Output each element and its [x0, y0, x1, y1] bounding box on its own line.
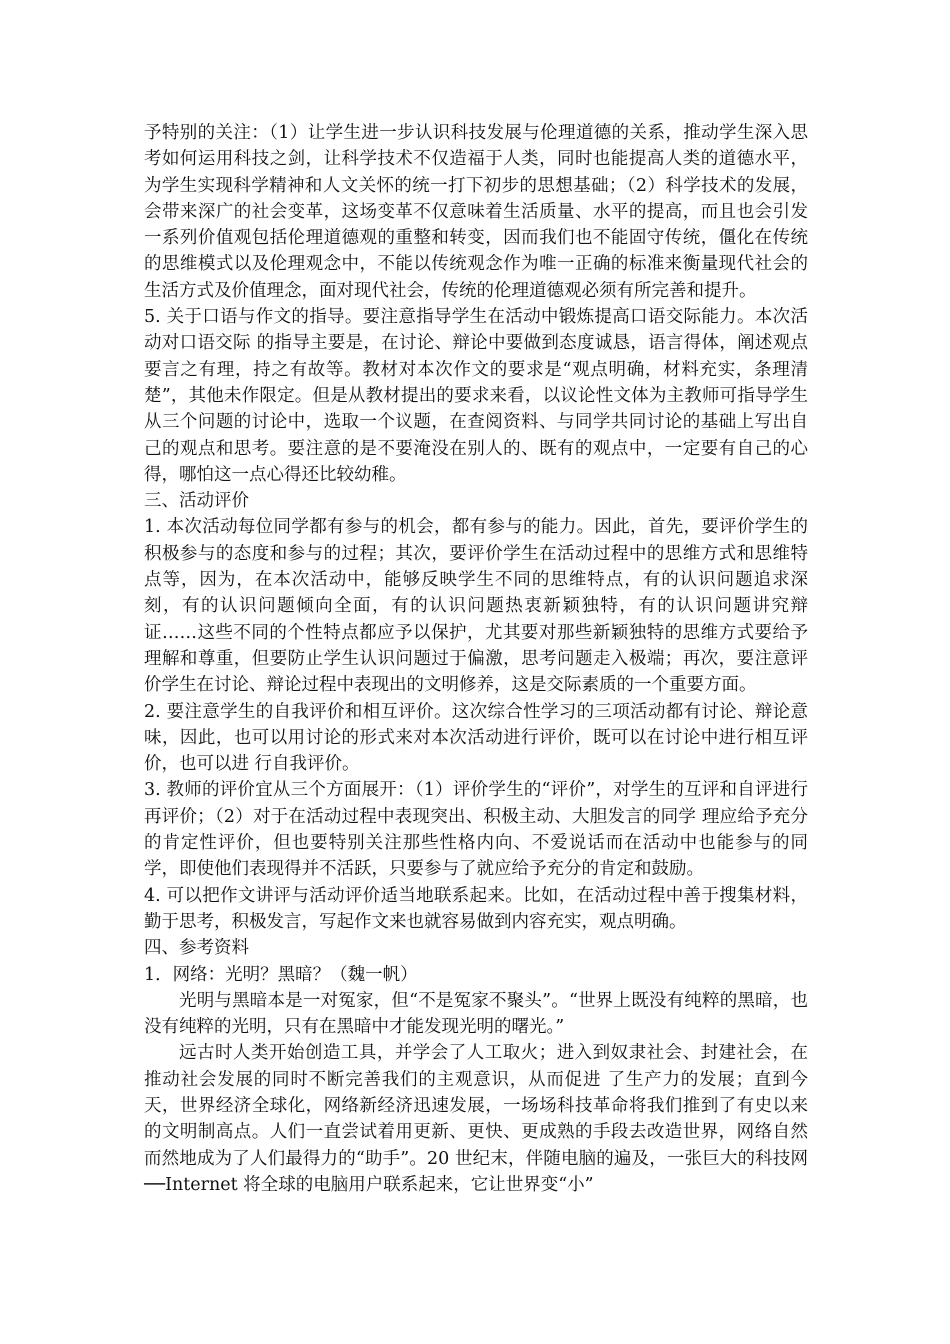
- paragraph-evaluation-point-4: 4. 可以把作文讲评与活动评价适当地联系起来。比如，在活动过程中善于搜集材料，勤于思考，积极发言，写起作文来也就容易做到内容充实，观点明确。: [144, 885, 808, 932]
- paragraph-speaking-writing-guidance: 5. 关于口语与作文的指导。要注意指导学生在活动中锻炼提高口语交际能力。本次活动对口语交际 的指导主要是，在讨论、辩论中要做到态度诚恳，语言得体，阐述观点要言之有理，持之有故等。教材对本次作文的要求是“观点明确，材料充实，条理清楚”，其他未作限定。但是从教材提出的要求来看，以议论性文体为主教师可指导学生从三个问题的讨论中，选取一个议题，在查阅资料、与同学共同讨论的基础上写出自己的观点和思考。要注意的是不要淹没在别人的、既有的观点中，一定要有自己的心得，哪怕这一点心得还比较幼稚。: [144, 307, 808, 485]
- reference-paragraph-1: 光明与黑暗本是一对冤家，但“不是冤家不聚头”。“世界上既没有纯粹的黑暗，也没有纯粹的光明，只有在黑暗中才能发现光明的曙光。”: [144, 990, 808, 1038]
- section-heading-activity-evaluation: 三、活动评价: [144, 491, 249, 512]
- paragraph-evaluation-point-3: 3. 教师的评价宜从三个方面展开：（1）评价学生的“评价”，对学生的互评和自评进行再评价；（2）对于在活动过程中表现突出、积极主动、大胆发言的同学 理应给予充分的肯定性评价，但也要特别关注那些性格内向、不爱说话而在活动中也能参与的同学，即使他们表现得并不活跃，只要参与了就应给予充分的肯定和鼓励。: [144, 780, 808, 880]
- paragraph-evaluation-point-1: 1. 本次活动每位同学都有参与的机会，都有参与的能力。因此，首先，要评价学生的积极参与的态度和参与的过程；其次，要评价学生在活动过程中的思维方式和思维特点等，因为，在本次活动中，能够反映学生不同的思维特点，有的认识问题追求深刻，有的认识问题倾向全面，有的认识问题热衷新颖独特，有的认识问题讲究辩证……这些不同的个性特点都应予以保护，尤其要对那些新颖独特的思维方式要给予理解和尊重，但要防止学生认识问题过于偏激，思考问题走入极端；再次，要注意评价学生在讨论、辩论过程中表现出的文明修养，这是交际素质的一个重要方面。: [144, 517, 808, 696]
- paragraph-evaluation-point-2: 2. 要注意学生的自我评价和相互评价。这次综合性学习的三项活动都有讨论、辩论意味，因此，也可以用讨论的形式来对本次活动进行评价，既可以在讨论中进行相互评价，也可以进 行自我评价。: [144, 701, 808, 775]
- reference-title: 1．网络：光明？黑暗？（魏一帆）: [144, 964, 418, 985]
- section-heading-references: 四、参考资料: [144, 938, 249, 959]
- paragraph-ethics-attention: 予特别的关注：（1）让学生进一步认识科技发展与伦理道德的关系，推动学生深入思考如何运用科技之剑，让科学技术不仅造福于人类，同时也能提高人类的道德水平，为学生实现科学精神和人文关怀的统一打下初步的思想基础；（2）科学技术的发展，会带来深广的社会变革，这场变革不仅意味着生活质量、水平的提高，而且也会引发一系列价值观包括伦理道德观的重整和转变，因而我们也不能固守传统，僵化在传统的思维模式以及伦理观念中，不能以传统观念作为唯一正确的标准来衡量现代社会的生活方式及价值理念，面对现代社会，传统的伦理道德观必须有所完善和提升。: [144, 123, 808, 301]
- document-page: [144, 120, 808, 1198]
- reference-paragraph-2: 远古时人类开始创造工具，并学会了人工取火；进入到奴隶社会、封建社会，在推动社会发展的同时不断完善我们的主观意识，从而促进 了生产力的发展；直到今天，世界经济全球化，网络新经济迅速发展，一场场科技革命将我们推到了有史以来的文明制高点。人们一直尝试着用更新、更快、更成熟的手段去改造世界，网络自然而然地成为了人们最得力的“助手”。20 世纪末，伴随电脑的遍及，一张巨大的科技网──Internet 将全球的电脑用户联系起来，它让世界变“小”: [144, 1043, 808, 1195]
